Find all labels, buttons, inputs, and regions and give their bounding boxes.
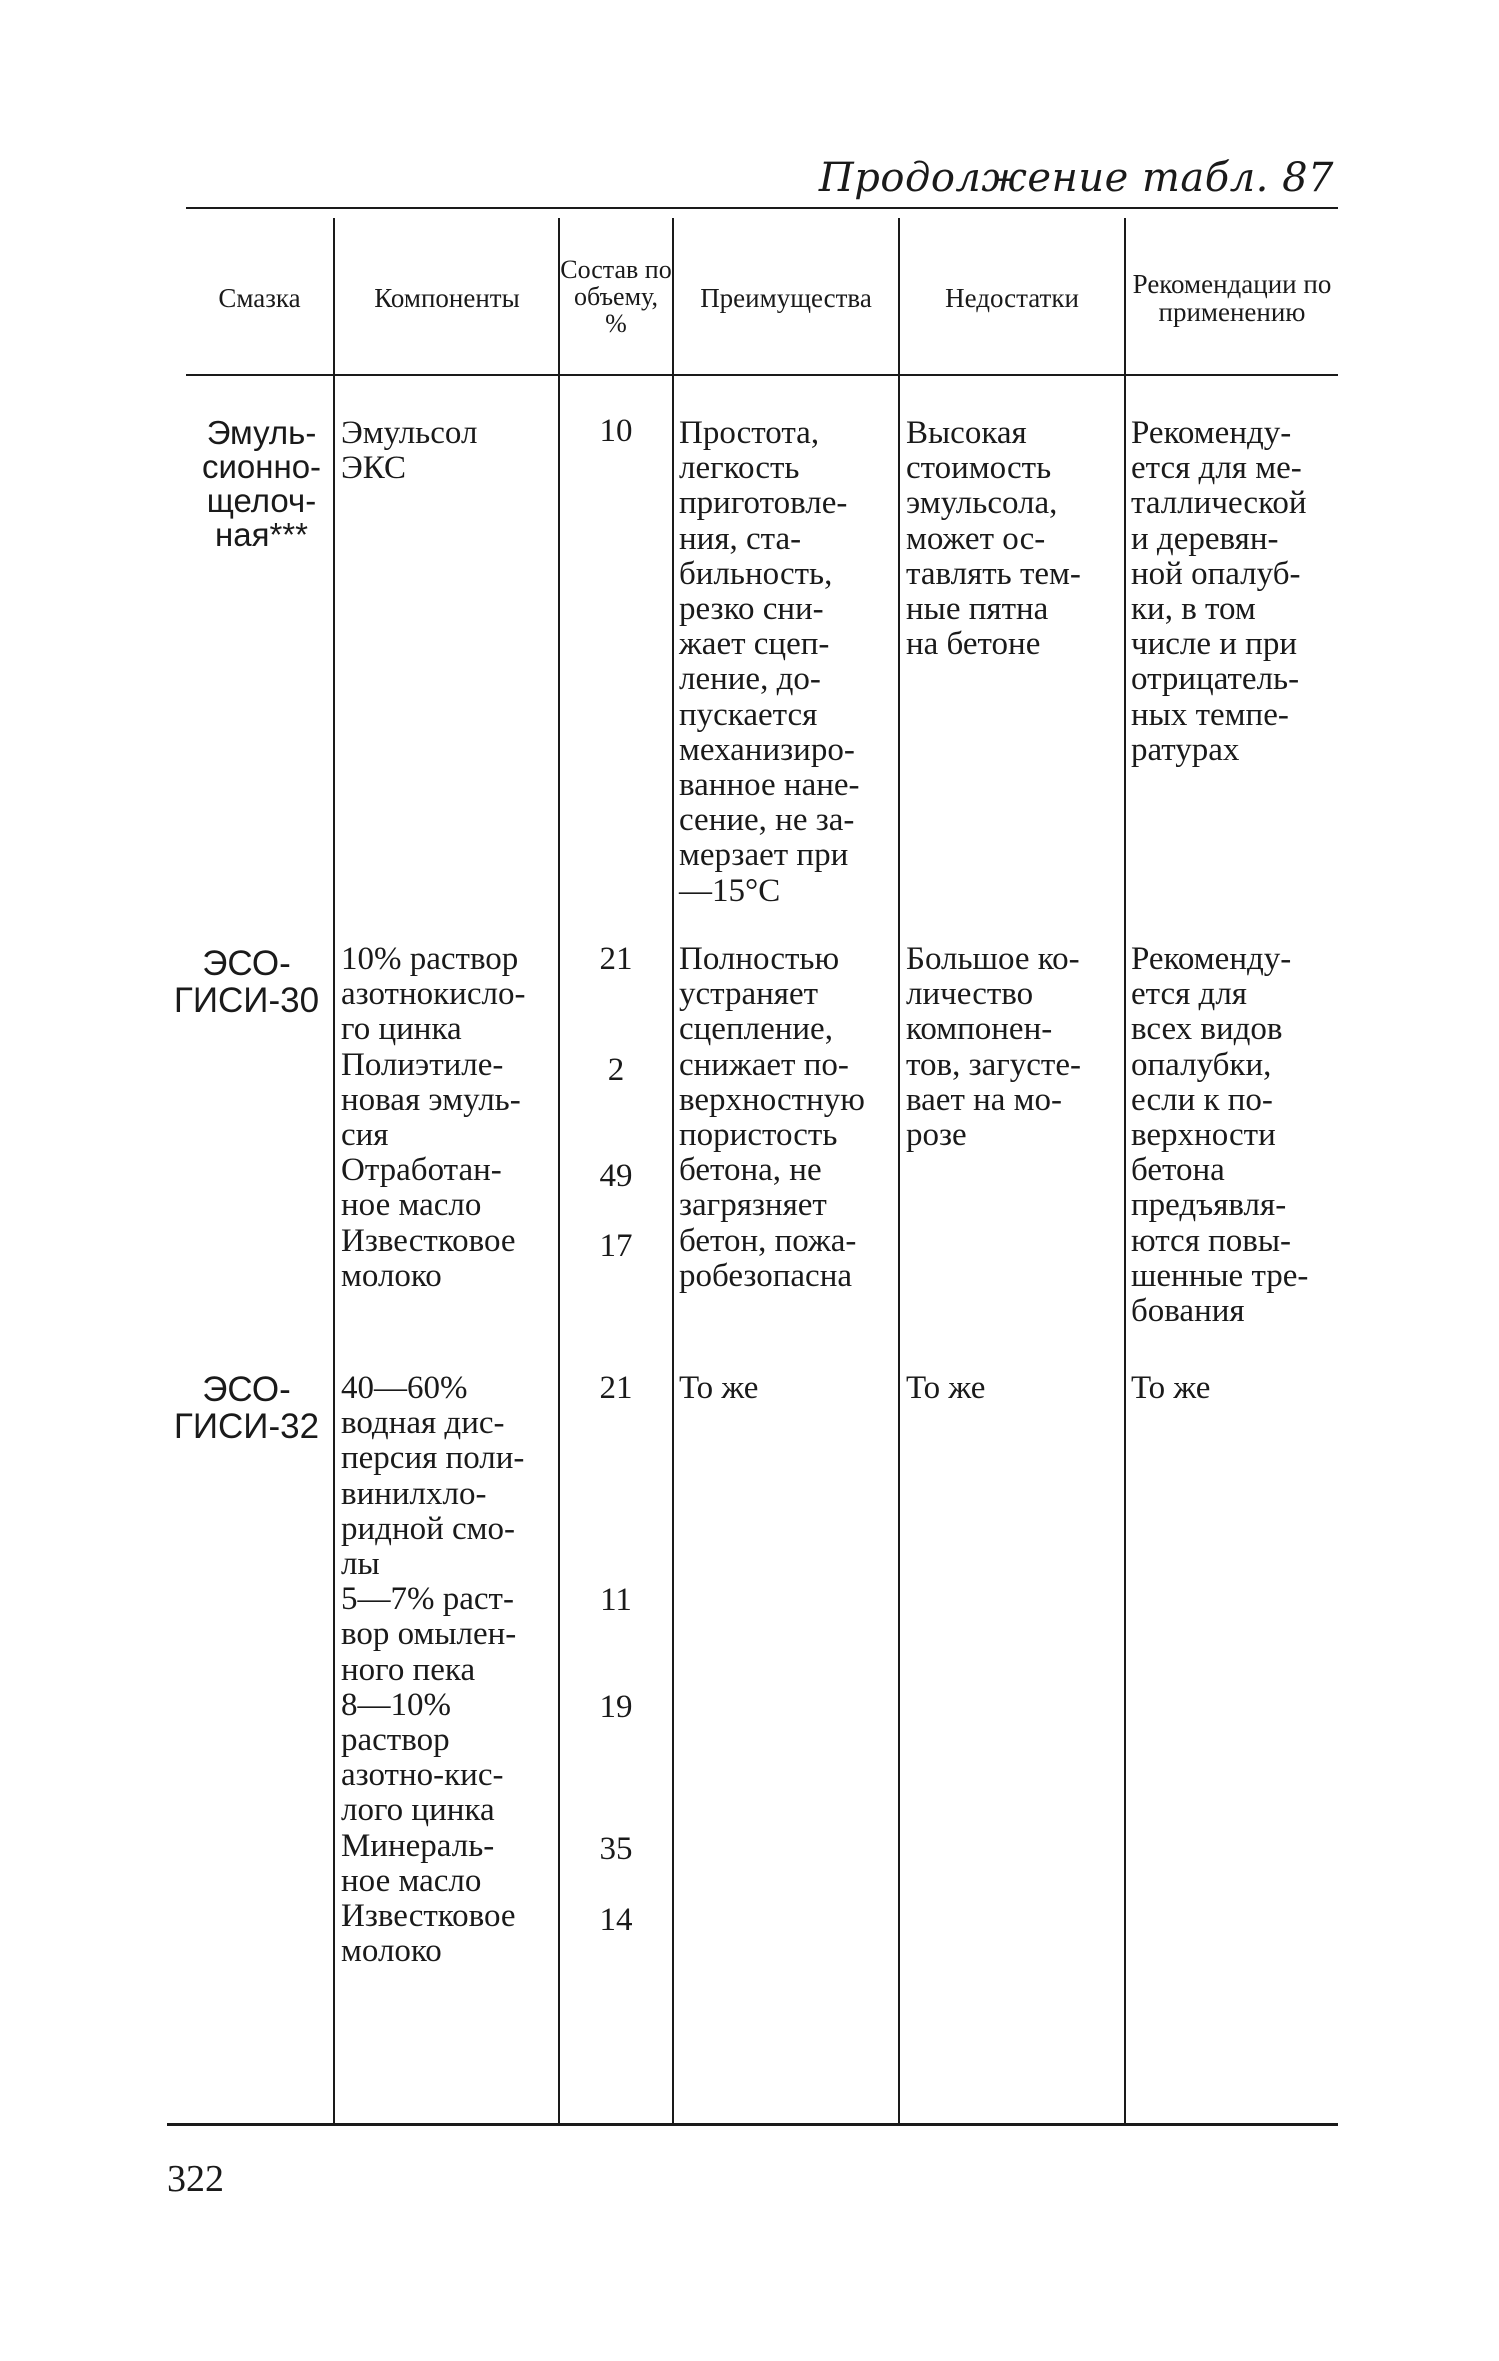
recommendations-text: То же bbox=[1131, 1370, 1211, 1406]
component-volume: 17 bbox=[599, 1228, 633, 1264]
component-volume: 35 bbox=[599, 1831, 633, 1867]
column-header-lubricant: Смазка bbox=[218, 282, 301, 313]
advantages-text: То же bbox=[679, 1370, 759, 1406]
column-divider-1 bbox=[333, 218, 335, 2123]
column-header-advantages: Преимущества bbox=[700, 282, 872, 313]
table-bottom-rule bbox=[167, 2123, 1338, 2126]
component-volume: 2 bbox=[607, 1052, 625, 1088]
disadvantages-text: Большое ко- личество компонен- тов, загусте- вает на мо- розе bbox=[906, 941, 1081, 1154]
component-volume: 11 bbox=[600, 1582, 632, 1618]
column-header-recommendations: Рекомендации по применению bbox=[1132, 268, 1332, 327]
component-volume: 21 bbox=[599, 1370, 633, 1406]
component-name: Эмульсол ЭКС bbox=[341, 415, 478, 487]
continuation-caption: Продолжение табл. 87 bbox=[818, 155, 1334, 201]
advantages-text: Простота, легкость приготовле- ния, ста- бильность, резко сни- жает сцеп- ление, до- пускается механизиро- ванное нане- сение, не за- мерзает при —15°С bbox=[679, 415, 860, 909]
column-header-volume: Состав по объему, % bbox=[560, 254, 672, 338]
component-volume: 49 bbox=[599, 1158, 633, 1194]
recommendations-text: Рекоменду- ется для всех видов опалубки, если к по- верхности бетона предъявля- ются повы- шенные тре- бования bbox=[1131, 941, 1309, 1330]
lubricant-name: ЭСО- ГИСИ-30 bbox=[173, 944, 320, 1020]
component-volume: 19 bbox=[599, 1689, 633, 1725]
disadvantages-text: То же bbox=[906, 1370, 986, 1406]
column-divider-5 bbox=[1124, 218, 1126, 2123]
column-divider-4 bbox=[898, 218, 900, 2123]
component-name: 40—60% водная дис- персия поли- винилхло- ридной смо- лы 5—7% раст- вор омылен- ного пека 8—10% раствор азотно-кис- лого цинка Минераль- ное масло Известковое молоко bbox=[341, 1370, 525, 1970]
table-top-rule bbox=[186, 207, 1338, 209]
lubricant-name: Эмуль- сионно- щелоч- ная*** bbox=[201, 414, 322, 553]
header-bottom-rule bbox=[186, 374, 1338, 376]
column-header-disadvantages: Недостатки bbox=[945, 282, 1079, 313]
page-number: 322 bbox=[167, 2158, 224, 2200]
component-name: 10% раствор азотнокисло- го цинка Полиэтиле- новая эмуль- сия Отработан- ное масло Известковое молоко bbox=[341, 941, 526, 1294]
disadvantages-text: Высокая стоимость эмульсола, может ос- тавлять тем- ные пятна на бетоне bbox=[906, 415, 1081, 663]
advantages-text: Полностью устраняет сцепление, снижает по- верхностную пористость бетона, не загрязняет бетон, пожа- робезопасна bbox=[679, 941, 865, 1294]
column-header-components: Компоненты bbox=[374, 282, 520, 313]
component-volume: 14 bbox=[599, 1902, 633, 1938]
column-divider-3 bbox=[672, 218, 674, 2123]
component-volume: 21 bbox=[599, 941, 633, 977]
lubricant-name: ЭСО- ГИСИ-32 bbox=[173, 1370, 320, 1446]
recommendations-text: Рекоменду- ется для ме- таллической и деревян- ной опалуб- ки, в том числе и при отрицатель- ных темпе- ратурах bbox=[1131, 415, 1307, 768]
component-volume: 10 bbox=[599, 413, 633, 449]
